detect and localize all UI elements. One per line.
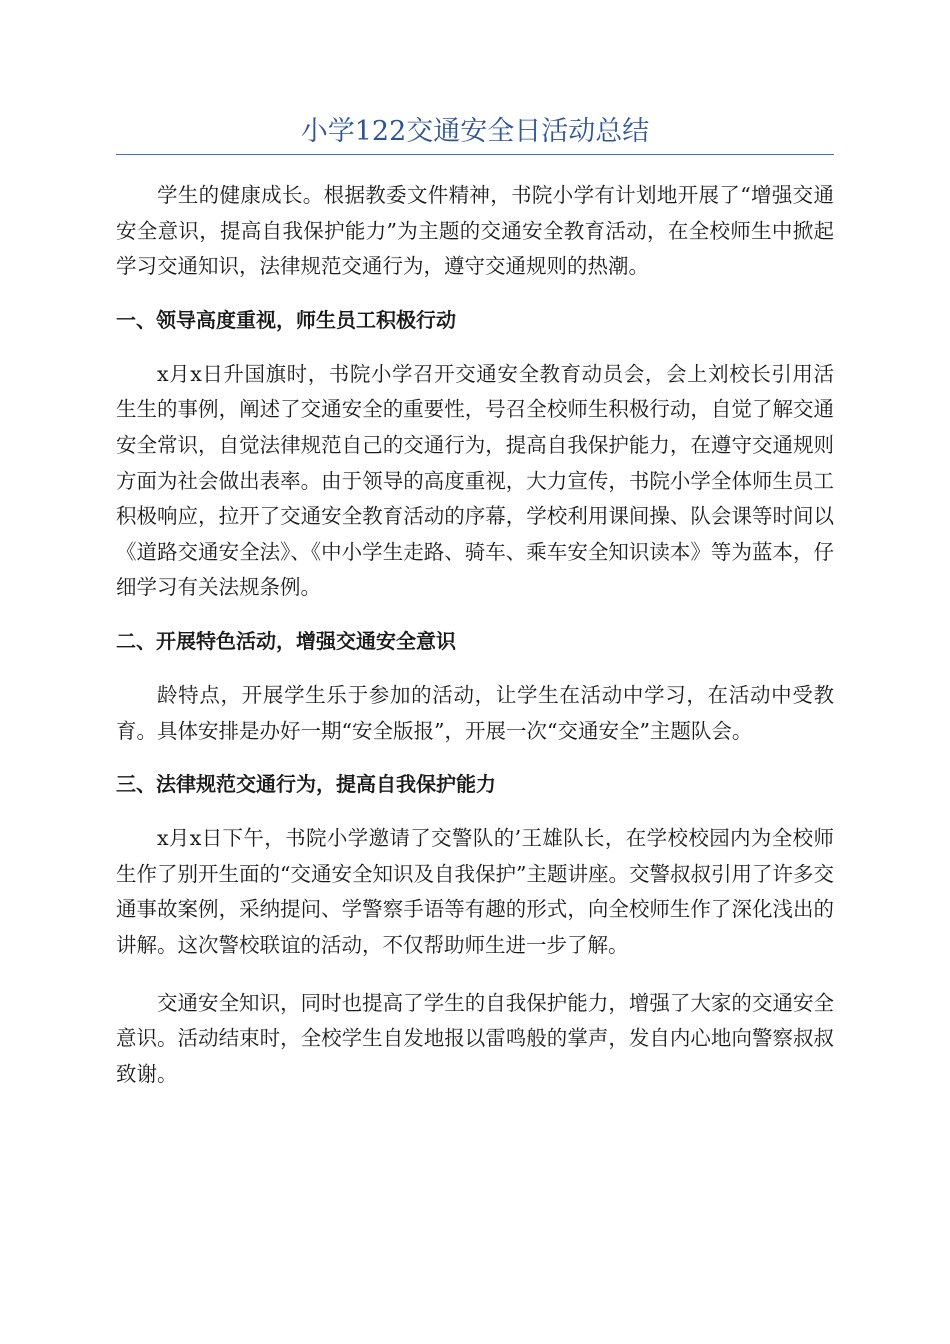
heading-section-1: 一、领导高度重视，师生员工积极行动	[116, 307, 456, 332]
document-body	[116, 178, 834, 1092]
heading-section-2: 二、开展特色活动，增强交通安全意识	[116, 628, 456, 653]
paragraph-intro: 学生的健康成长。根据教委文件精神，书院小学有计划地开展了“增强交通安全意识，提高自我保护能力”为主题的交通安全教育活动，在全校师生中掀起学习交通知识，法律规范交通行为，遵守交通规则的热潮。	[116, 183, 834, 279]
document-title: 小学122交通安全日活动总结	[300, 116, 650, 147]
title-underline	[116, 154, 834, 155]
paragraph-section-1: x月x日升国旗时，书院小学召开交通安全教育动员会，会上刘校长引用活生生的事例，阐述了交通安全的重要性，号召全校师生积极行动，自觉了解交通安全常识，自觉法律规范自己的交通行为，提高自我保护能力，在遵守交通规则方面为社会做出表率。由于领导的高度重视，大力宣传，书院小学全体师生员工积极响应，拉开了交通安全教育活动的序幕，学校利用课间操、队会课等时间以《道路交通安全法》、《中小学生走路、骑车、乘车安全知识读本》等为蓝本，仔细学习有关法规条例。	[116, 361, 834, 600]
paragraph-conclusion: 交通安全知识，同时也提高了学生的自我保护能力，增强了大家的交通安全意识。活动结束时，全校学生自发地报以雷鸣般的掌声，发自内心地向警察叔叔致谢。	[116, 990, 834, 1086]
heading-section-3: 三、法律规范交通行为，提高自我保护能力	[116, 772, 496, 797]
paragraph-section-2: 龄特点，开展学生乐于参加的活动，让学生在活动中学习，在活动中受教育。具体安排是办好一期“安全版报”，开展一次“交通安全”主题队会。	[116, 682, 834, 743]
paragraph-section-3: x月x日下午，书院小学邀请了交警队的’王雄队长，在学校校园内为全校师生作了别开生面的“交通安全知识及自我保护”主题讲座。交警叔叔引用了许多交通事故案例，采纳提问、学警察手语等有趣的形式，向全校师生作了深化浅出的讲解。这次警校联谊的活动，不仅帮助师生进一步了解。	[116, 826, 834, 957]
